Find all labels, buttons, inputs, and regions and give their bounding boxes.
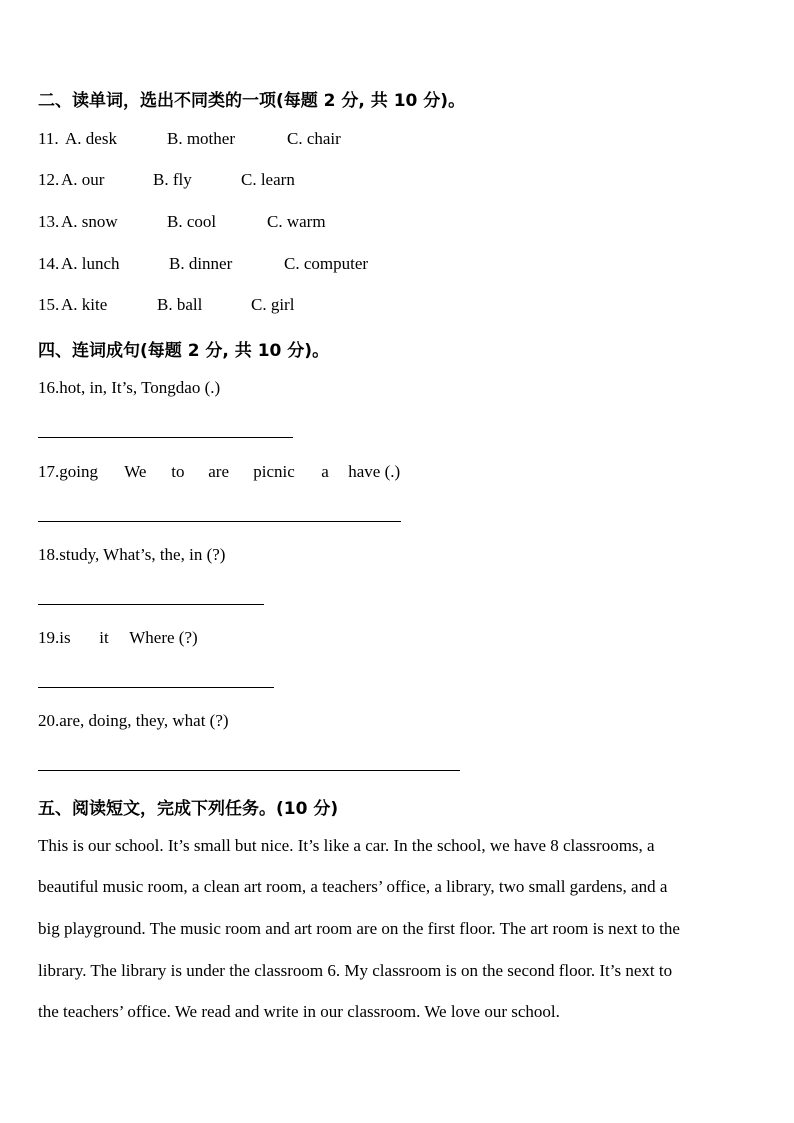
answer-line-16[interactable] <box>38 437 293 438</box>
question-17 <box>38 462 400 482</box>
question-number: 19. <box>38 628 60 647</box>
passage-line: This is our school. It’s small but nice. It’s like a car. In the school, we have 8 classrooms, a <box>38 836 655 855</box>
question-number: 14. <box>38 254 60 273</box>
passage-line: beautiful music room, a clean art room, a teachers’ office, a library, two small gardens, and a <box>38 877 668 896</box>
option-b: B. dinner <box>169 254 233 273</box>
option-b: B. cool <box>167 212 217 231</box>
word: is <box>59 628 71 647</box>
answer-line-17[interactable] <box>38 521 401 522</box>
word: to <box>171 462 185 481</box>
word: are <box>208 462 230 481</box>
option-b: B. ball <box>157 295 203 314</box>
question-number: 16. <box>38 378 60 397</box>
section-4-heading: 四、连词成句(每题 2 分, 共 10 分)。 <box>38 341 330 361</box>
question-19 <box>38 628 198 648</box>
question-14 <box>38 254 368 274</box>
section-2-heading: 二、读单词，选出不同类的一项(每题 2 分, 共 10 分)。 <box>38 91 466 111</box>
option-c: C. chair <box>287 129 341 148</box>
word: picnic <box>253 462 295 481</box>
question-number: 11. <box>38 129 59 148</box>
option-c: C. girl <box>251 295 295 314</box>
question-11 <box>38 129 341 149</box>
word: a <box>321 462 329 481</box>
question-number: 17. <box>38 462 60 481</box>
option-a: A. desk <box>65 129 117 148</box>
question-20 <box>38 711 229 731</box>
word: going <box>59 462 98 481</box>
option-c: C. warm <box>267 212 326 231</box>
answer-line-20[interactable] <box>38 770 460 771</box>
option-b: B. mother <box>167 129 235 148</box>
question-text: are, doing, they, what (?) <box>59 711 229 730</box>
section-5-heading: 五、阅读短文，完成下列任务。(10 分) <box>38 799 339 819</box>
word: We <box>124 462 147 481</box>
question-number: 18. <box>38 545 60 564</box>
question-text: hot, in, It’s, Tongdao (.) <box>59 378 221 397</box>
question-15 <box>38 295 294 315</box>
question-18 <box>38 545 225 565</box>
question-number: 20. <box>38 711 60 730</box>
option-a: A. our <box>61 170 105 189</box>
word: have (.) <box>348 462 401 481</box>
passage-line: big playground. The music room and art room are on the first floor. The art room is next to the <box>38 919 680 938</box>
word: Where (?) <box>129 628 198 647</box>
question-16 <box>38 378 220 398</box>
question-number: 13. <box>38 212 60 231</box>
option-a: A. lunch <box>61 254 120 273</box>
option-b: B. fly <box>153 170 192 189</box>
question-text: study, What’s, the, in (?) <box>59 545 226 564</box>
question-12 <box>38 170 295 190</box>
passage-line: library. The library is under the classroom 6. My classroom is on the second floor. It’s next to <box>38 961 673 980</box>
option-c: C. computer <box>284 254 369 273</box>
option-a: A. snow <box>61 212 118 231</box>
question-number: 12. <box>38 170 60 189</box>
question-number: 15. <box>38 295 60 314</box>
question-13 <box>38 212 326 232</box>
answer-line-18[interactable] <box>38 604 264 605</box>
answer-line-19[interactable] <box>38 687 274 688</box>
passage-line: the teachers’ office. We read and write in our classroom. We love our school. <box>38 1002 560 1021</box>
option-a: A. kite <box>61 295 108 314</box>
option-c: C. learn <box>241 170 295 189</box>
word: it <box>99 628 109 647</box>
